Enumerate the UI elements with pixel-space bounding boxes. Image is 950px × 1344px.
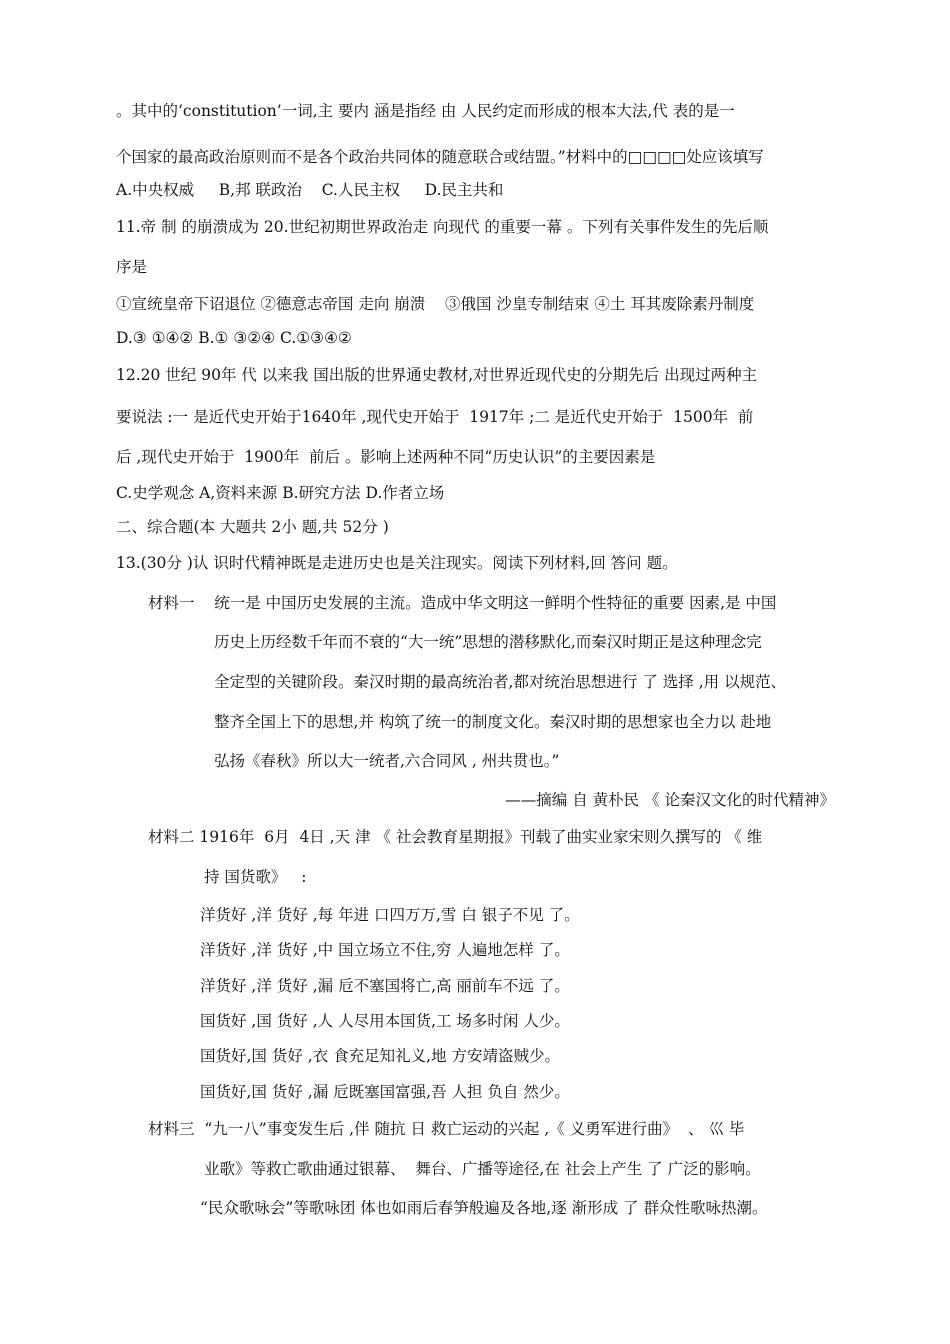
q10-options: A.中央权威 B,邦 联政治 C.人民主权 D.民主共和 bbox=[116, 181, 504, 199]
section-heading: 二、综合题(本 大题共 2小 题,共 52分 ) bbox=[116, 518, 389, 536]
q12-options: C.史学观念 A,资料来源 B.研究方法 D.作者立场 bbox=[116, 484, 445, 502]
material1-line5: 弘扬《春秋》所以大一统者,六合同风 , 州共贯也。” bbox=[214, 752, 560, 770]
song-line: 洋货好 ,洋 货好 ,每 年进 口四万万,雪 白 银子不见 了。 bbox=[200, 906, 580, 924]
song-line: 国货好 ,国 货好 ,人 人尽用本国货,工 场多时闲 人少。 bbox=[200, 1012, 570, 1030]
q11-stem-line2: 序是 bbox=[116, 258, 148, 276]
q11-options: D.③ ①④② B.① ③②④ C.①③④② bbox=[116, 329, 352, 347]
q12-stem-line2: 要说法 :一 是近代史开始于1640年 ,现代史开始于 1917年 ;二 是近代史开始于 1500年 前 bbox=[116, 408, 754, 426]
material1-line3: 全定型的关键阶段。秦汉时期的最高统治者,都对统治思想进行 了 选择 ,用 以规范、 bbox=[214, 673, 787, 691]
material1-line1: 材料一 统一是 中国历史发展的主流。造成中华文明这一鲜明个性特征的重要 因素,是 中国 bbox=[148, 594, 777, 612]
material3-line3: “民众歌咏会”等歌咏团 体也如雨后春笋般遍及各地,逐 渐形成 了 群众性歌咏热潮。 bbox=[200, 1199, 768, 1217]
song-line: 国货好,国 货好 ,衣 食充足知礼义,地 方安靖盗贼少。 bbox=[200, 1047, 560, 1065]
material1-line2: 历史上历经数千年而不衰的“大一统”思想的潜移默化,而秦汉时期正是这种理念完 bbox=[214, 633, 762, 651]
material1-source: ——摘编 自 黄朴民 《 论秦汉文化的时代精神》 bbox=[505, 791, 835, 809]
material3-line2: 业歌》等救亡歌曲通过银幕、 舞台、广播等途径,在 社会上产生 了 广泛的影响。 bbox=[204, 1160, 761, 1178]
q10-line1: 。其中的‘constitution’一词,主 要内 涵是指经 由 人民约定而形成的根本大法,代 表的是一 bbox=[116, 102, 735, 120]
material2-line1: 材料二 1916年 6月 4日 ,天 津 《 社会教育星期报》刊载了曲实业家宋则久撰写的 《 维 bbox=[148, 828, 763, 846]
q11-events: ①宣统皇帝下诏退位 ②德意志帝国 走向 崩溃 ③俄国 沙皇专制结束 ④土 耳其废除素丹制度 bbox=[116, 295, 755, 313]
material3-line1: 材料三 “九一八”事变发生后 ,伴 随抗 日 救亡运动的兴起 ,《 义勇军进行曲》 、 巛 毕 bbox=[148, 1120, 745, 1138]
song-line: 洋货好 ,洋 货好 ,漏 卮不塞国将亡,高 丽前车不远 了。 bbox=[200, 977, 570, 995]
q10-line2: 个国家的最高政治原则而不是各个政治共同体的随意联合或结盟。”材料中的□□□□处应该填写 bbox=[116, 148, 764, 166]
q13-stem: 13.(30分 )认 识时代精神既是走进历史也是关注现实。阅读下列材料,回 答问 题。 bbox=[116, 554, 678, 572]
q12-stem-line3: 后 ,现代史开始于 1900年 前后 。影响上述两种不同“历史认识”的主要因素是 bbox=[116, 448, 656, 466]
q11-stem-line1: 11.帝 制 的崩溃成为 20.世纪初期世界政治走 向现代 的重要一幕 。下列有关事件发生的先后顺 bbox=[116, 218, 769, 236]
material1-line4: 整齐全国上下的思想,并 构筑了统一的制度文化。秦汉时期的思想家也全力以 赴地 bbox=[214, 713, 772, 731]
material2-line2: 持 国货歌》 : bbox=[204, 868, 307, 886]
q12-stem-line1: 12.20 世纪 90年 代 以来我 国出版的世界通史教材,对世界近现代史的分期先后 出现过两种主 bbox=[116, 366, 758, 384]
song-line: 洋货好 ,洋 货好 ,中 国立场立不住,穷 人遍地怎样 了。 bbox=[200, 941, 570, 959]
song-line: 国货好,国 货好 ,漏 卮既塞国富强,吾 人担 负自 然少。 bbox=[200, 1083, 570, 1101]
